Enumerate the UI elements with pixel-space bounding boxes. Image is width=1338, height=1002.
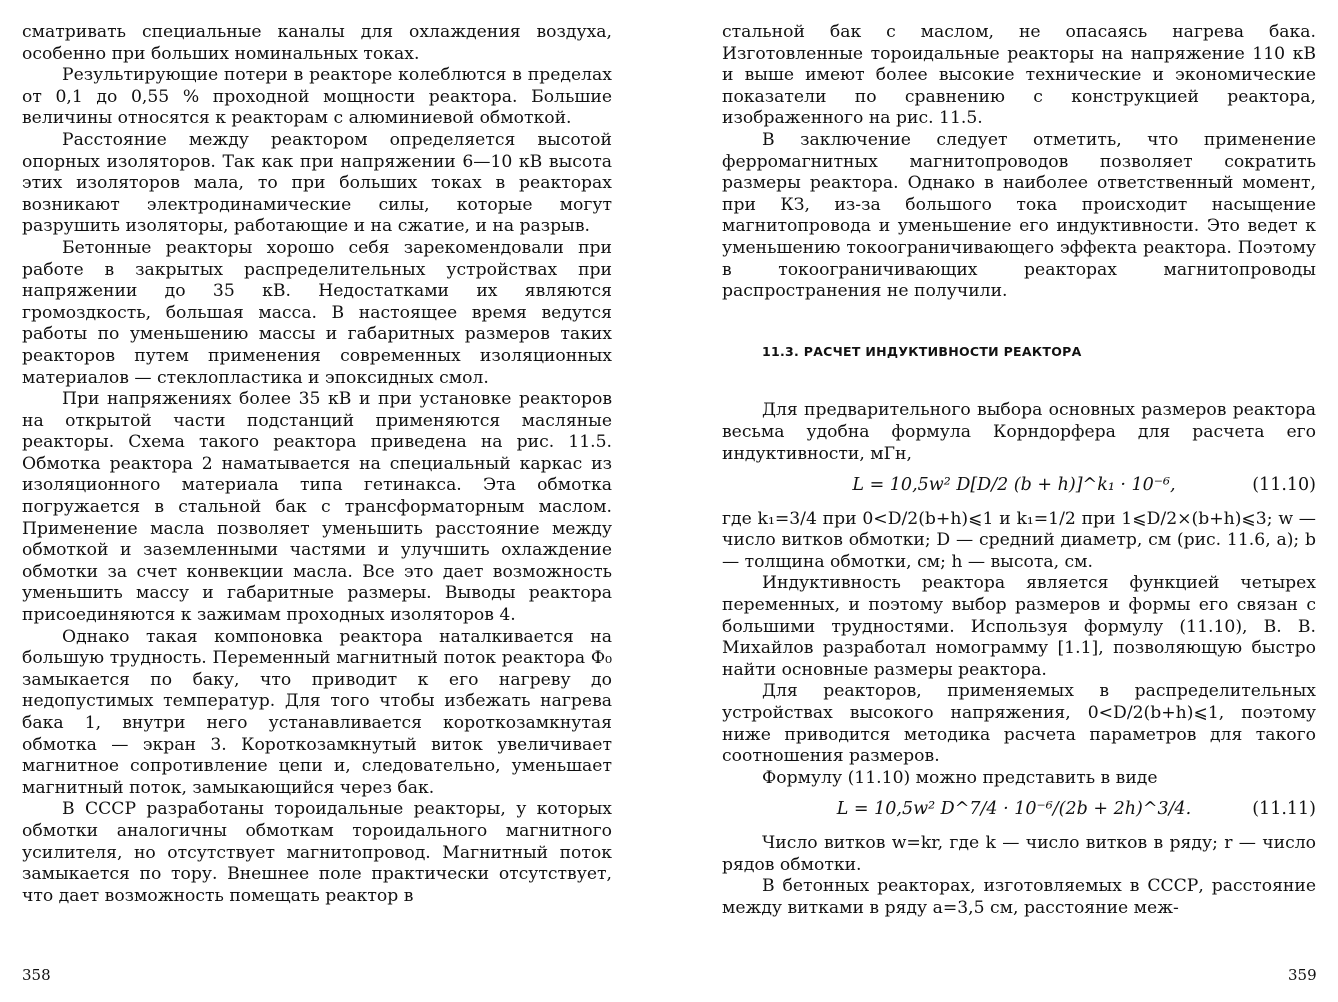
paragraph: В СССР разработаны тороидальные реакторы, у которых обмотки аналогичны обмоткам тороидального магнитного усилителя, но отсутствует магнитопровод. Магнитный поток замыкается по тору. Внешнее поле практически отсутствует, что дает возможность помещать реактор в	[22, 799, 612, 906]
left-page-text	[22, 22, 612, 907]
paragraph: Индуктивность реактора является функцией четырех переменных, и поэтому выбор размеров и формы его связан с большими трудностями. Используя формулу (11.10), В. В. Михайлов разработал номограмму [1.1], позволяющую быстро найти основные размеры реактора.	[722, 573, 1316, 680]
paragraph: Однако такая компоновка реактора наталкивается на большую трудность. Переменный магнитный поток реактора Ф₀ замыкается по баку, что приводит к его нагреву до недопустимых температур. Для того чтобы избежать нагрева бака 1, внутри него устанавливается короткозамкнутая обмотка — экран 3. Короткозамкнутый виток увеличивает магнитное сопротивление цепи и, следовательно, уменьшает магнитный поток, замыкающийся через бак.	[22, 626, 612, 798]
paragraph: При напряжениях более 35 кВ и при установке реакторов на открытой части подстанций применяются масляные реакторы. Схема такого реактора приведена на рис. 11.5. Обмотка реактора 2 наматывается на специальный каркас из изоляционного материала типа гетинакса. Эта обмотка погружается в стальной бак с трансформаторным маслом. Применение масла позволяет уменьшить расстояние между обмоткой и заземленными частями и улучшить охлаждение обмотки за счет конвекции масла. Все это дает возможность уменьшить массу и габаритные размеры. Выводы реактора присоединяются к зажимам проходных изоляторов 4.	[22, 389, 612, 626]
formula-number: (11.10)	[1252, 475, 1316, 496]
paragraph: Расстояние между реактором определяется высотой опорных изоляторов. Так как при напряжении 6—10 кВ высота этих изоляторов мала, то при больших токах в реакторах возникают электродинамические силы, которые могут разрушить изоляторы, работающие и на сжатие, и на разрыв.	[22, 129, 612, 237]
paragraph: Число витков w=kr, где k — число витков в ряду; r — число рядов обмотки.	[722, 833, 1316, 875]
paragraph: Результирующие потери в реакторе колеблются в пределах от 0,1 до 0,55 % проходной мощности реактора. Большие величины относятся к реакторам с алюминиевой обмоткой.	[22, 65, 612, 129]
formula-11-10	[722, 475, 1316, 497]
paragraph: сматривать специальные каналы для охлаждения воздуха, особенно при больших номинальных токах.	[22, 22, 612, 64]
formula-expression: L = 10,5w² D^7/4 · 10⁻⁶/(2b + 2h)^3/4.	[836, 799, 1192, 820]
paragraph: стальной бак с маслом, не опасаясь нагрева бака. Изготовленные тороидальные реакторы на напряжение 110 кВ и выше имеют более высокие технические и экономические показатели по сравнению с конструкцией реактора, изображенного на рис. 11.5.	[722, 22, 1316, 129]
formula-expression: L = 10,5w² D[D/2 (b + h)]^k₁ · 10⁻⁶,	[852, 475, 1176, 496]
paragraph: В бетонных реакторах, изготовляемых в СССР, расстояние между витками в ряду a=3,5 см, расстояние меж-	[722, 876, 1316, 918]
formula-number: (11.11)	[1252, 799, 1316, 820]
page-number-left: 358	[22, 966, 51, 984]
section-heading: 11.3. РАСЧЕТ ИНДУКТИВНОСТИ РЕАКТОРА	[762, 343, 1082, 359]
paragraph: Для реакторов, применяемых в распределительных устройствах высокого напряжения, 0<D/2(b+h)⩽1, поэтому ниже приводится методика расчета параметров для такого соотношения размеров.	[722, 681, 1316, 767]
left-page	[22, 22, 612, 907]
paragraph: Бетонные реакторы хорошо себя зарекомендовали при работе в закрытых распределительных устройствах при напряжении до 35 кВ. Недостатками их являются громоздкость, большая масса. В настоящее время ведутся работы по уменьшению массы и габаритных размеров таких реакторов путем применения современных изоляционных материалов — стеклопластика и эпоксидных смол.	[22, 237, 612, 388]
paragraph: Для предварительного выбора основных размеров реактора весьма удобна формула Корндорфера для расчета его индуктивности, мГн,	[722, 400, 1316, 464]
paragraph: Формулу (11.10) можно представить в виде	[762, 767, 1158, 788]
formula-11-11	[722, 799, 1316, 821]
right-page	[722, 22, 1316, 919]
paragraph: В заключение следует отметить, что применение ферромагнитных магнитопроводов позволяет сократить размеры реактора. Однако в наиболее ответственный момент, при КЗ, из-за большого тока происходит насыщение магнитопровода и уменьшение его индуктивности. Это ведет к уменьшению токоограничивающего эффекта реактора. Поэтому в токоограничивающих реакторах магнитопроводы распространения не получили.	[722, 129, 1316, 302]
page-number-right: 359	[1288, 966, 1317, 984]
right-page-text	[722, 22, 1316, 919]
paragraph: где k₁=3/4 при 0<D/2(b+h)⩽1 и k₁=1/2 при 1⩽D/2×(b+h)⩽3; w — число витков обмотки; D — средний диаметр, см (рис. 11.6, а); b — толщина обмотки, см; h — высота, см.	[722, 508, 1316, 572]
